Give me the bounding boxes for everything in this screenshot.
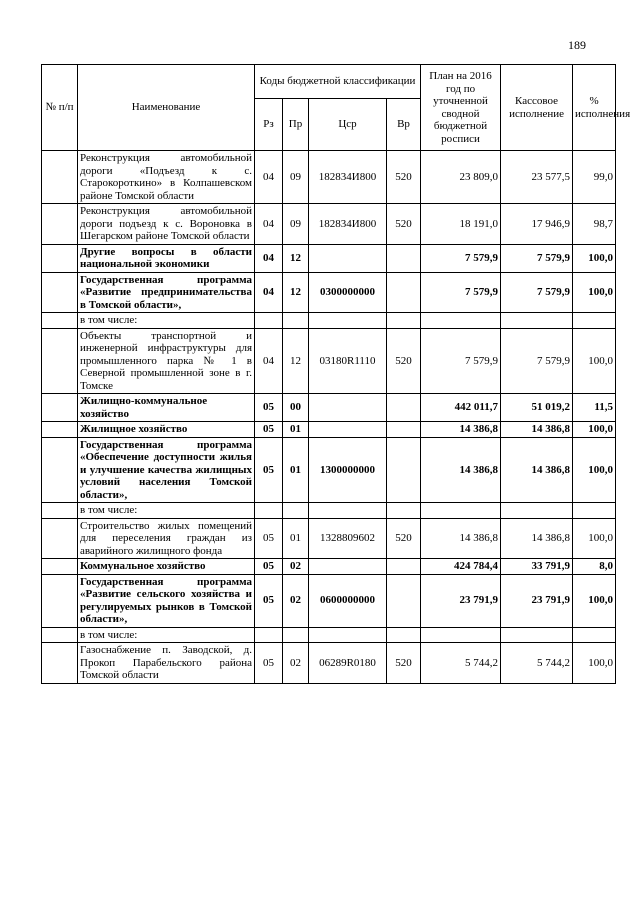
cell-vr: 520	[387, 204, 421, 245]
cell-name: Объекты транспортной и инженерной инфраструктуры для промышленного парка № 1 в Северной промышленной зоне в г. Томске	[78, 328, 255, 394]
cell-vr	[387, 422, 421, 438]
cell-pct	[573, 313, 616, 329]
cell-csr: 1328809602	[309, 518, 387, 559]
cell-cash: 33 791,9	[501, 559, 573, 575]
table-row	[42, 437, 616, 503]
cell-vr	[387, 627, 421, 643]
cell-cash	[501, 627, 573, 643]
cell-csr	[309, 503, 387, 519]
cell-plan: 23 809,0	[421, 151, 501, 204]
cell-name: в том числе:	[78, 503, 255, 519]
cell-name: Реконструкция автомобильной дороги подъезд к с. Вороновка в Шегарском районе Томской области	[78, 204, 255, 245]
header-plan: План на 2016 год по уточненной сводной бюджетной росписи	[421, 65, 501, 151]
header-csr: Цср	[309, 99, 387, 151]
cell-num	[42, 394, 78, 422]
cell-rz: 05	[255, 394, 283, 422]
table-row	[42, 518, 616, 559]
cell-num	[42, 422, 78, 438]
header-codes: Коды бюджетной классификации	[255, 65, 421, 99]
cell-name: Газоснабжение п. Заводской, д. Прокоп Парабельского района Томской области	[78, 643, 255, 684]
cell-plan	[421, 503, 501, 519]
cell-pr: 00	[283, 394, 309, 422]
cell-rz: 05	[255, 422, 283, 438]
cell-num	[42, 328, 78, 394]
cell-num	[42, 559, 78, 575]
cell-csr	[309, 627, 387, 643]
cell-pct: 8,0	[573, 559, 616, 575]
table-row	[42, 503, 616, 519]
header-percent: % исполнения	[573, 65, 616, 151]
cell-name: Жилищно-коммунальное хозяйство	[78, 394, 255, 422]
cell-vr	[387, 394, 421, 422]
cell-pct: 100,0	[573, 643, 616, 684]
cell-pr: 01	[283, 437, 309, 503]
cell-rz	[255, 627, 283, 643]
cell-num	[42, 627, 78, 643]
cell-pr: 02	[283, 643, 309, 684]
cell-plan: 14 386,8	[421, 437, 501, 503]
cell-pct: 100,0	[573, 244, 616, 272]
cell-pct: 100,0	[573, 272, 616, 313]
cell-num	[42, 313, 78, 329]
header-name: Наименование	[78, 65, 255, 151]
cell-pct: 100,0	[573, 422, 616, 438]
cell-pct: 100,0	[573, 328, 616, 394]
cell-csr	[309, 422, 387, 438]
budget-table	[41, 64, 631, 684]
cell-csr: 0600000000	[309, 574, 387, 627]
table-row	[42, 643, 616, 684]
table-row	[42, 272, 616, 313]
cell-pct: 99,0	[573, 151, 616, 204]
cell-vr: 520	[387, 643, 421, 684]
cell-rz: 05	[255, 518, 283, 559]
header-pr: Пр	[283, 99, 309, 151]
cell-num	[42, 244, 78, 272]
cell-vr	[387, 313, 421, 329]
cell-pr: 09	[283, 204, 309, 245]
cell-plan: 442 011,7	[421, 394, 501, 422]
cell-pct	[573, 627, 616, 643]
cell-pr: 09	[283, 151, 309, 204]
table-body	[42, 151, 616, 684]
table-row	[42, 244, 616, 272]
cell-name: в том числе:	[78, 627, 255, 643]
cell-cash: 14 386,8	[501, 422, 573, 438]
cell-num	[42, 437, 78, 503]
cell-pr: 01	[283, 422, 309, 438]
cell-rz	[255, 503, 283, 519]
cell-cash: 14 386,8	[501, 437, 573, 503]
table-row	[42, 574, 616, 627]
table-row	[42, 559, 616, 575]
table-row	[42, 151, 616, 204]
page-number: 189	[568, 38, 586, 52]
cell-pr	[283, 503, 309, 519]
cell-pct: 100,0	[573, 437, 616, 503]
cell-name: Жилищное хозяйство	[78, 422, 255, 438]
cell-pr: 12	[283, 244, 309, 272]
cell-plan	[421, 627, 501, 643]
cell-rz: 04	[255, 244, 283, 272]
table-row	[42, 627, 616, 643]
cell-rz: 05	[255, 574, 283, 627]
cell-csr: 0300000000	[309, 272, 387, 313]
cell-csr: 03180R1110	[309, 328, 387, 394]
cell-num	[42, 643, 78, 684]
cell-rz: 04	[255, 328, 283, 394]
cell-vr	[387, 503, 421, 519]
cell-plan: 7 579,9	[421, 244, 501, 272]
cell-csr: 182834И800	[309, 151, 387, 204]
cell-num	[42, 518, 78, 559]
cell-rz: 04	[255, 272, 283, 313]
cell-num	[42, 204, 78, 245]
cell-plan: 14 386,8	[421, 518, 501, 559]
cell-cash: 51 019,2	[501, 394, 573, 422]
cell-pr: 02	[283, 574, 309, 627]
cell-pct: 11,5	[573, 394, 616, 422]
table-header	[42, 65, 631, 151]
cell-rz: 05	[255, 437, 283, 503]
cell-pr: 12	[283, 272, 309, 313]
cell-vr	[387, 272, 421, 313]
cell-name: Коммунальное хозяйство	[78, 559, 255, 575]
header-rz: Рз	[255, 99, 283, 151]
cell-cash: 7 579,9	[501, 328, 573, 394]
cell-cash: 7 579,9	[501, 272, 573, 313]
header-num: № п/п	[42, 65, 78, 151]
table-row	[42, 394, 616, 422]
cell-plan	[421, 313, 501, 329]
header-cash: Кассовое исполнение	[501, 65, 573, 151]
cell-rz: 04	[255, 204, 283, 245]
cell-rz	[255, 313, 283, 329]
cell-plan: 23 791,9	[421, 574, 501, 627]
cell-cash: 23 791,9	[501, 574, 573, 627]
cell-num	[42, 151, 78, 204]
cell-csr	[309, 313, 387, 329]
table-row	[42, 422, 616, 438]
cell-vr	[387, 244, 421, 272]
cell-name: Строительство жилых помещений для переселения граждан из аварийного жилищного фонда	[78, 518, 255, 559]
cell-rz: 05	[255, 559, 283, 575]
cell-plan: 18 191,0	[421, 204, 501, 245]
cell-csr	[309, 244, 387, 272]
cell-cash	[501, 313, 573, 329]
cell-csr: 1300000000	[309, 437, 387, 503]
cell-cash: 5 744,2	[501, 643, 573, 684]
cell-cash: 23 577,5	[501, 151, 573, 204]
cell-pct: 100,0	[573, 518, 616, 559]
cell-plan: 424 784,4	[421, 559, 501, 575]
cell-name: Государственная программа «Развитие сельского хозяйства и регулируемых рынков в Томской области»,	[78, 574, 255, 627]
cell-vr	[387, 437, 421, 503]
cell-rz: 05	[255, 643, 283, 684]
cell-pct: 100,0	[573, 574, 616, 627]
cell-pct: 98,7	[573, 204, 616, 245]
cell-pr	[283, 313, 309, 329]
cell-vr: 520	[387, 518, 421, 559]
cell-name: Государственная программа «Развитие предпринимательства в Томской области»,	[78, 272, 255, 313]
table-row	[42, 328, 616, 394]
cell-plan: 5 744,2	[421, 643, 501, 684]
cell-cash: 14 386,8	[501, 518, 573, 559]
cell-cash	[501, 503, 573, 519]
table-row	[42, 204, 616, 245]
table-row	[42, 313, 616, 329]
cell-plan: 7 579,9	[421, 328, 501, 394]
header-vr: Вр	[387, 99, 421, 151]
cell-vr: 520	[387, 151, 421, 204]
cell-plan: 7 579,9	[421, 272, 501, 313]
cell-csr: 182834И800	[309, 204, 387, 245]
cell-name: в том числе:	[78, 313, 255, 329]
cell-csr	[309, 394, 387, 422]
cell-pr: 01	[283, 518, 309, 559]
cell-plan: 14 386,8	[421, 422, 501, 438]
cell-pr: 02	[283, 559, 309, 575]
cell-rz: 04	[255, 151, 283, 204]
cell-csr: 06289R0180	[309, 643, 387, 684]
cell-num	[42, 503, 78, 519]
cell-cash: 7 579,9	[501, 244, 573, 272]
cell-cash: 17 946,9	[501, 204, 573, 245]
cell-vr	[387, 574, 421, 627]
cell-pr: 12	[283, 328, 309, 394]
cell-vr: 520	[387, 328, 421, 394]
cell-name: Реконструкция автомобильной дороги «Подъезд к с. Старокороткино» в Колпашевском районе Томской области	[78, 151, 255, 204]
cell-num	[42, 574, 78, 627]
cell-num	[42, 272, 78, 313]
cell-pct	[573, 503, 616, 519]
cell-name: Государственная программа «Обеспечение доступности жилья и улучшение качества жилищных условий населения Томской области»,	[78, 437, 255, 503]
cell-name: Другие вопросы в области национальной экономики	[78, 244, 255, 272]
cell-pr	[283, 627, 309, 643]
cell-csr	[309, 559, 387, 575]
cell-vr	[387, 559, 421, 575]
